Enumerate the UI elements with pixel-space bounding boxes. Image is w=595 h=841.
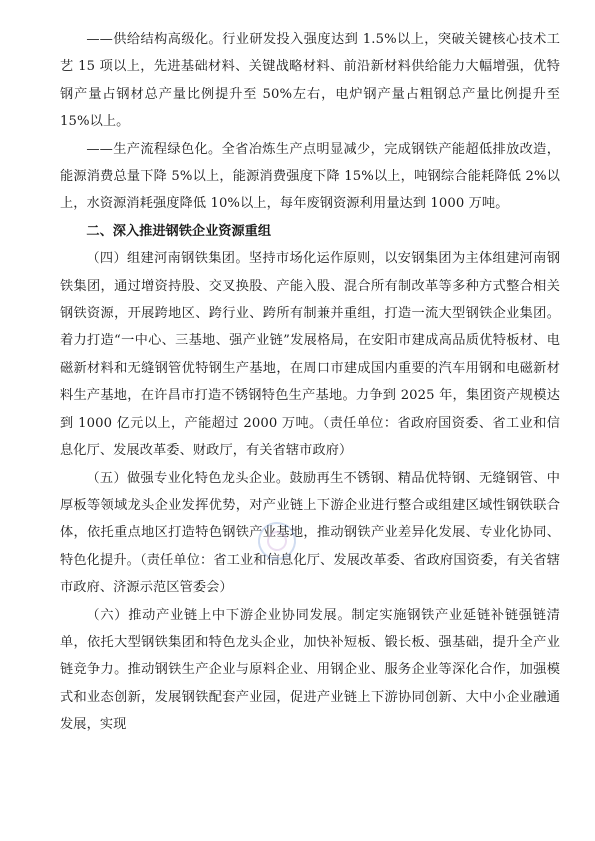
paragraph-green-production: ——生产流程绿色化。全省冶炼生产点明显减少，完成钢铁产能超低排放改造，能源消费总量下降 5%以上，能源消费强度下降 15%以上，吨钢综合能耗降低 2%以上，水资源消耗强度降低 10%以上，每年废钢资源利用量达到 1000 万吨。: [60, 141, 560, 212]
watermark-inner-ring: [265, 529, 289, 553]
paragraph-henan-steel-group: （四）组建河南钢铁集团。坚持市场化运作原则，以安钢集团为主体组建河南钢铁集团，通过增资持股、交叉换股、产能入股、混合所有制改革等多种方式整合相关钢铁资源，开展跨地区、跨行业、跨所有制兼并重组，打造一流大型钢铁企业集团。着力打造“一中心、三基地、强产业链”发展格局，在安阳市建成高品质优特板材、电磁新材料和无缝钢管优特钢生产基地，在周口市建成国内重要的汽车用钢和电磁新材料生产基地，在许昌市打造不锈钢特色生产基地。力争到 2025 年，集团资产规模达到 1000 亿元以上，产能超过 2000 万吨。（责任单位：省政府国资委、省工业和信息化厅、发展改革委、财政厅，有关省辖市政府）: [60, 251, 560, 459]
paragraph-specialized-leaders: （五）做强专业化特色龙头企业。鼓励再生不锈钢、精品优特钢、无缝钢管、中厚板等领域龙头企业发挥优势，对产业链上下游企业进行整合或组建区域性钢铁联合体，依托重点地区打造特色钢铁产业基地，推动钢铁产业差异化发展、专业化协同、特色化提升。（责任单位：省工业和信息化厅、发展改革委、省政府国资委，有关省辖市政府、济源示范区管委会）: [60, 470, 560, 596]
paragraph-industry-chain: （六）推动产业链上中下游企业协同发展。制定实施钢铁产业延链补链强链清单，依托大型钢铁集团和特色龙头企业，加快补短板、锻长板、强基础，提升全产业链竞争力。推动钢铁生产企业与原料企业、用钢企业、服务企业等深化合作，加强模式和业态创新，发展钢铁配套产业园，促进产业链上下游协同创新、大中小企业融通发展，实现: [60, 607, 560, 733]
paragraph-supply-structure: ——供给结构高级化。行业研发投入强度达到 1.5%以上，突破关键核心技术工艺 15 项以上，先进基础材料、关键战略材料、前沿新材料供给能力大幅增强，优特钢产量占钢材总产量比例提升至 50%左右，电炉钢产量占粗钢总产量比例提升至 15%以上。: [60, 32, 560, 130]
section-heading: 二、深入推进钢铁企业资源重组: [86, 223, 272, 239]
document-page: [60, 26, 560, 739]
